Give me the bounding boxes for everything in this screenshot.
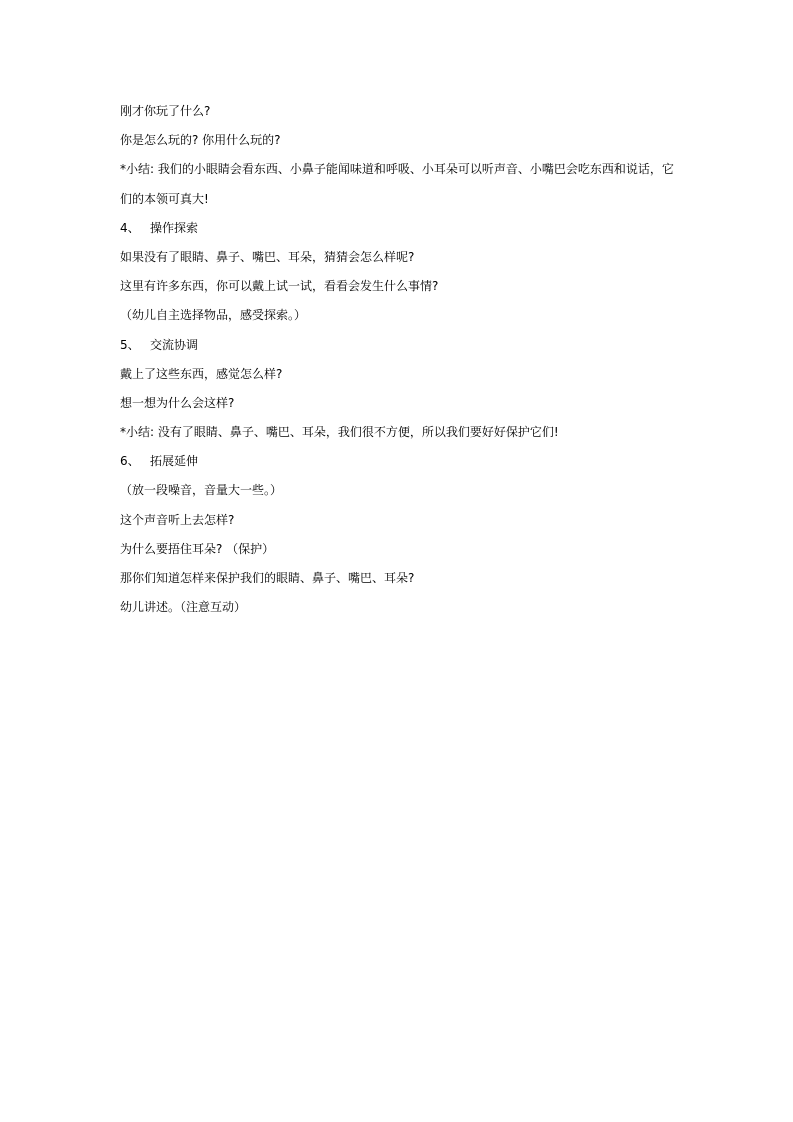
section-number: 5、	[120, 337, 140, 352]
paragraph-line: 为什么要捂住耳朵? （保护）	[120, 541, 275, 556]
section-heading	[120, 218, 680, 247]
paragraph-line: 想一想为什么会这样?	[120, 395, 235, 410]
paragraph-line: （幼儿自主选择物品，感受探索。）	[120, 308, 307, 323]
section-heading	[120, 451, 680, 480]
paragraph-line: （放一段噪音，音量大一些。）	[120, 483, 283, 498]
section-title: 拓展延伸	[150, 454, 199, 469]
paragraph-line: 如果没有了眼睛、鼻子、嘴巴、耳朵，猜猜会怎么样呢?	[120, 249, 415, 264]
section-title: 操作探索	[150, 220, 199, 235]
paragraph-line: *小结: 没有了眼睛、鼻子、嘴巴、耳朵，我们很不方便，所以我们要好好保护它们!	[120, 425, 559, 440]
document-body	[120, 101, 680, 626]
section-heading	[120, 335, 680, 364]
paragraph-line: 幼儿讲述。（注意互动）	[120, 600, 247, 615]
paragraph-line: 刚才你玩了什么?	[120, 104, 211, 118]
paragraph-line: 们的本领可真大!	[120, 191, 209, 206]
paragraph-line: *小结: 我们的小眼睛会看东西、小鼻子能闻味道和呼吸、小耳朵可以听声音、小嘴巴会吃东西和说话，它	[120, 162, 674, 177]
paragraph-line: 这里有许多东西，你可以戴上试一试，看看会发生什么事情?	[120, 279, 439, 294]
section-number: 4、	[120, 220, 140, 235]
section-number: 6、	[120, 454, 140, 469]
paragraph-line: 你是怎么玩的? 你用什么玩的?	[120, 133, 281, 148]
paragraph-line: 戴上了这些东西，感觉怎么样?	[120, 366, 283, 381]
section-title: 交流协调	[150, 337, 199, 352]
paragraph-line: 那你们知道怎样来保护我们的眼睛、鼻子、嘴巴、耳朵?	[120, 571, 415, 585]
paragraph-line: 这个声音听上去怎样?	[120, 512, 235, 527]
